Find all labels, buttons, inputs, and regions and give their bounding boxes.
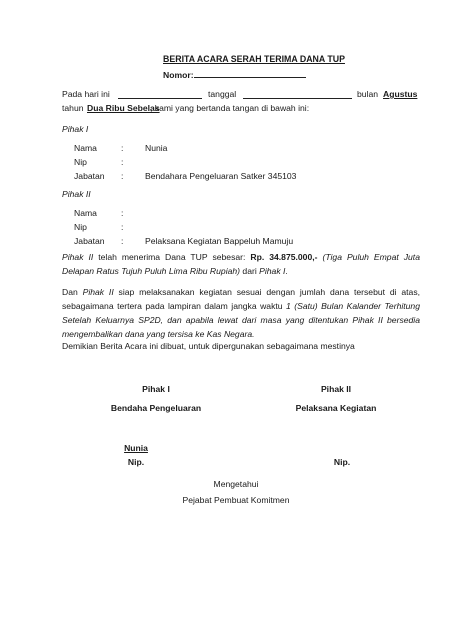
opening-line-1 (62, 89, 110, 99)
bulan-text: bulan (357, 89, 379, 99)
sign-right-nip: Nip. (333, 457, 351, 467)
pihak1-heading: Pihak I (62, 124, 89, 134)
para2-italic: 1 (Satu) Bulan Kalander Terhitung Setelah Keluarnya SP2D, dan apabila lewat dari masa yang ditentukan Pihak II bersedia mengembalikan dana yang tersisa ke Kas Negara. (62, 301, 420, 339)
row-colon: : (121, 171, 124, 181)
closing-statement: Demikian Berita Acara ini dibuat, untuk dipergunakan sebagaimana mestinya (62, 341, 355, 351)
para1-amount: Rp. 34.875.000,- (250, 252, 318, 262)
bulan-value: Agustus (383, 89, 418, 99)
paragraph-receipt (62, 250, 420, 278)
tanggal-blank (243, 89, 352, 99)
pihak2-heading: Pihak II (62, 189, 91, 199)
row-label: Jabatan (74, 236, 105, 246)
sign-left-nip: Nip. (127, 457, 145, 467)
para1-spelled: (Tiga Puluh Empat Juta Delapan Ratus Tujuh Puluh Lima Ribu Rupiah) (62, 252, 420, 276)
row-value: Bendahara Pengeluaran Satker 345103 (145, 171, 297, 181)
sign-left-name: Nunia (124, 443, 148, 453)
pada-hari-ini-text: Pada hari ini (62, 89, 110, 99)
nomor-line (163, 68, 306, 80)
mengetahui-label: Mengetahui (213, 479, 259, 489)
tanggal-text: tanggal (208, 89, 237, 99)
para1-text-2: dari (240, 266, 260, 276)
hari-blank (118, 89, 202, 99)
para2-text-1: Dan (62, 287, 83, 297)
sign-right-position: Pelaksana Kegiatan (295, 403, 377, 413)
document-title: BERITA ACARA SERAH TERIMA DANA TUP (163, 54, 345, 64)
row-label: Nip (74, 157, 87, 167)
sign-left-position: Bendaha Pengeluaran (110, 403, 202, 413)
tahun-value: Dua Ribu Sebelas (87, 103, 160, 113)
row-label: Nip (74, 222, 87, 232)
row-colon: : (121, 157, 124, 167)
para2-text-2: siap melaksanakan kegiatan sesuai dengan jumlah dana tersebut di atas, sebagaimana tertera pada lampiran dalam jangka waktu (62, 287, 421, 311)
opening-rest: , kami yang bertanda tangan di bawah ini: (150, 103, 310, 113)
row-value: Nunia (145, 143, 168, 153)
row-colon: : (121, 208, 124, 218)
para1-text-1: telah menerima Dana TUP sebesar: (93, 252, 251, 262)
para2-pihak2: Pihak II (82, 287, 114, 297)
row-label: Nama (74, 143, 97, 153)
row-value: Pelaksana Kegiatan Bappeluh Mamuju (145, 236, 294, 246)
nomor-blank (194, 68, 306, 78)
sign-left-role: Pihak I (142, 384, 170, 394)
paragraph-commitment (62, 285, 420, 341)
tahun-text: tahun (62, 103, 84, 113)
row-label: Nama (74, 208, 97, 218)
row-colon: : (121, 143, 124, 153)
para1-pihak1: Pihak I (259, 266, 286, 276)
sign-right-role: Pihak II (320, 384, 352, 394)
row-label: Jabatan (74, 171, 105, 181)
row-colon: : (121, 222, 124, 232)
row-colon: : (121, 236, 124, 246)
pejabat-label: Pejabat Pembuat Komitmen (182, 495, 290, 505)
para1-pihak2: Pihak II (62, 252, 94, 262)
nomor-label: Nomor: (163, 70, 194, 80)
para1-text-3: . (285, 266, 288, 276)
